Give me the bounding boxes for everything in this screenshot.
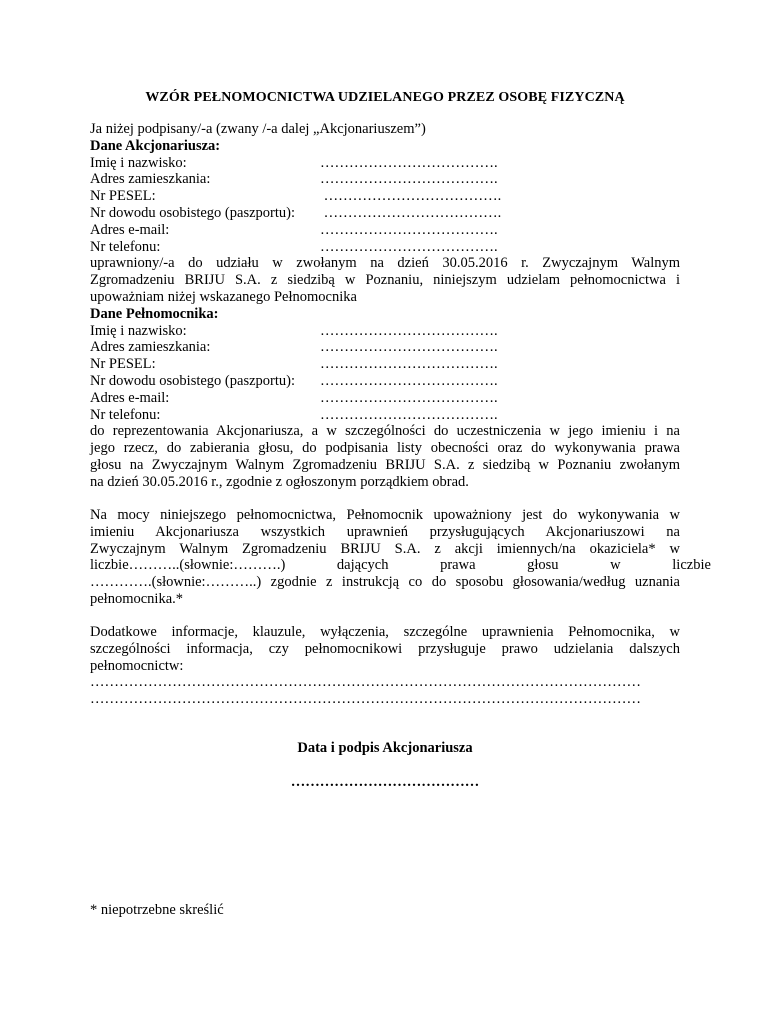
- shareholder-section: [90, 121, 680, 491]
- shareholder-heading: Dane Akcjonariusza:: [90, 137, 221, 154]
- field-blank: ……………………………….: [320, 188, 502, 205]
- additional-dots-line: ……………………………………………………………………………………………………: [90, 674, 641, 691]
- field-blank: ……………………………….: [320, 204, 502, 221]
- field-label: Adres zamieszkania:: [90, 171, 211, 188]
- representation-line: jego rzecz, do zabierania głosu, do podpisania listy obecności oraz do wykonywania prawa: [90, 440, 680, 457]
- field-blank: ……………………………….: [320, 322, 498, 339]
- authorization-line: uprawniony/-a do udziału w zwołanym na dzień 30.05.2016 r. Zwyczajnym Walnym: [90, 255, 680, 272]
- signature-line: …………………………………: [290, 774, 480, 790]
- field-blank: ……………………………….: [320, 372, 498, 389]
- additional-line: pełnomocnictw:: [90, 657, 184, 674]
- field-label: Nr dowodu osobistego (paszportu):: [90, 372, 295, 389]
- proxy-field-pesel: [90, 356, 680, 373]
- shareholder-field-phone: [90, 239, 680, 256]
- field-blank: ……………………………….: [320, 406, 498, 423]
- signature-label: Data i podpis Akcjonariusza: [297, 740, 473, 756]
- field-label: Adres e-mail:: [90, 221, 170, 238]
- representation-line: do reprezentowania Akcjonariusza, a w szczególności do uczestniczenia w jego imieniu i na: [90, 423, 680, 440]
- footnote: * niepotrzebne skreślić: [90, 902, 224, 918]
- field-label: Nr dowodu osobistego (paszportu):: [90, 204, 295, 221]
- authorization-line: Zgromadzeniu BRIJU S.A. z siedzibą w Poznaniu, niniejszym udzielam pełnomocnictwa i: [90, 272, 680, 289]
- field-label: Nr PESEL:: [90, 356, 156, 373]
- additional-line: szczególności informacja, czy pełnomocnikowi przysługuje prawo udzielania dalszych: [90, 640, 680, 657]
- proxy-field-name: [90, 323, 680, 340]
- field-label: Nr telefonu:: [90, 406, 161, 423]
- intro-line: Ja niżej podpisany/-a (zwany /-a dalej „Akcjonariuszem”): [90, 121, 426, 137]
- scope-paragraph: [90, 507, 711, 608]
- proxy-field-id: [90, 373, 680, 390]
- field-blank: ……………………………….: [320, 356, 498, 373]
- scope-line: pełnomocnika.*: [90, 590, 184, 607]
- field-blank: ……………………………….: [320, 389, 498, 406]
- scope-line: Na mocy niniejszego pełnomocnictwa, Pełnomocnik upoważniony jest do wykonywania w: [90, 507, 680, 523]
- additional-line: Dodatkowe informacje, klauzule, wyłączenia, szczególne uprawnienia Pełnomocnika, w: [90, 624, 680, 640]
- field-label: Nr PESEL:: [90, 188, 156, 205]
- authorization-line: upoważniam niżej wskazanego Pełnomocnika: [90, 288, 357, 305]
- field-label: Imię i nazwisko:: [90, 322, 187, 339]
- field-blank: ……………………………….: [320, 171, 498, 188]
- proxy-field-email: [90, 390, 680, 407]
- field-label: Adres zamieszkania:: [90, 339, 211, 356]
- field-blank: ……………………………….: [320, 238, 498, 255]
- scope-line: ………….(słownie:………..) zgodnie z instrukcją co do sposobu głosowania/według uznania: [90, 574, 680, 591]
- shareholder-field-address: [90, 171, 680, 188]
- proxy-field-address: [90, 339, 680, 356]
- additional-info-paragraph: [90, 624, 680, 708]
- field-blank: ……………………………….: [320, 221, 498, 238]
- proxy-field-phone: [90, 407, 680, 424]
- shareholder-field-id: [90, 205, 680, 222]
- shareholder-field-email: [90, 222, 680, 239]
- field-label: Nr telefonu:: [90, 238, 161, 255]
- field-blank: ……………………………….: [320, 339, 498, 356]
- additional-dots-line: ……………………………………………………………………………………………………: [90, 691, 641, 708]
- field-label: Imię i nazwisko:: [90, 154, 187, 171]
- scope-line: Zwyczajnym Walnym Zgromadzeniu BRIJU S.A. z akcji imiennych/na okaziciela* w: [90, 540, 680, 557]
- scope-line: imieniu Akcjonariusza wszystkich uprawnień przysługujących Akcjonariuszowi na: [90, 523, 680, 540]
- field-label: Adres e-mail:: [90, 389, 170, 406]
- scope-line: liczbie………..(słownie:……….) dających prawa głosu w liczbie: [90, 557, 711, 574]
- field-blank: ……………………………….: [320, 154, 498, 171]
- shareholder-field-name: [90, 155, 680, 172]
- representation-line: głosu na Zwyczajnym Walnym Zgromadzeniu BRIJU S.A. z siedzibą w Poznaniu zwołanym: [90, 456, 680, 473]
- representation-line: na dzień 30.05.2016 r., zgodnie z ogłoszonym porządkiem obrad.: [90, 473, 469, 490]
- document-title: WZÓR PEŁNOMOCNICTWA UDZIELANEGO PRZEZ OSOBĘ FIZYCZNĄ: [145, 90, 625, 105]
- shareholder-field-pesel: [90, 188, 680, 205]
- proxy-heading: Dane Pełnomocnika:: [90, 305, 219, 322]
